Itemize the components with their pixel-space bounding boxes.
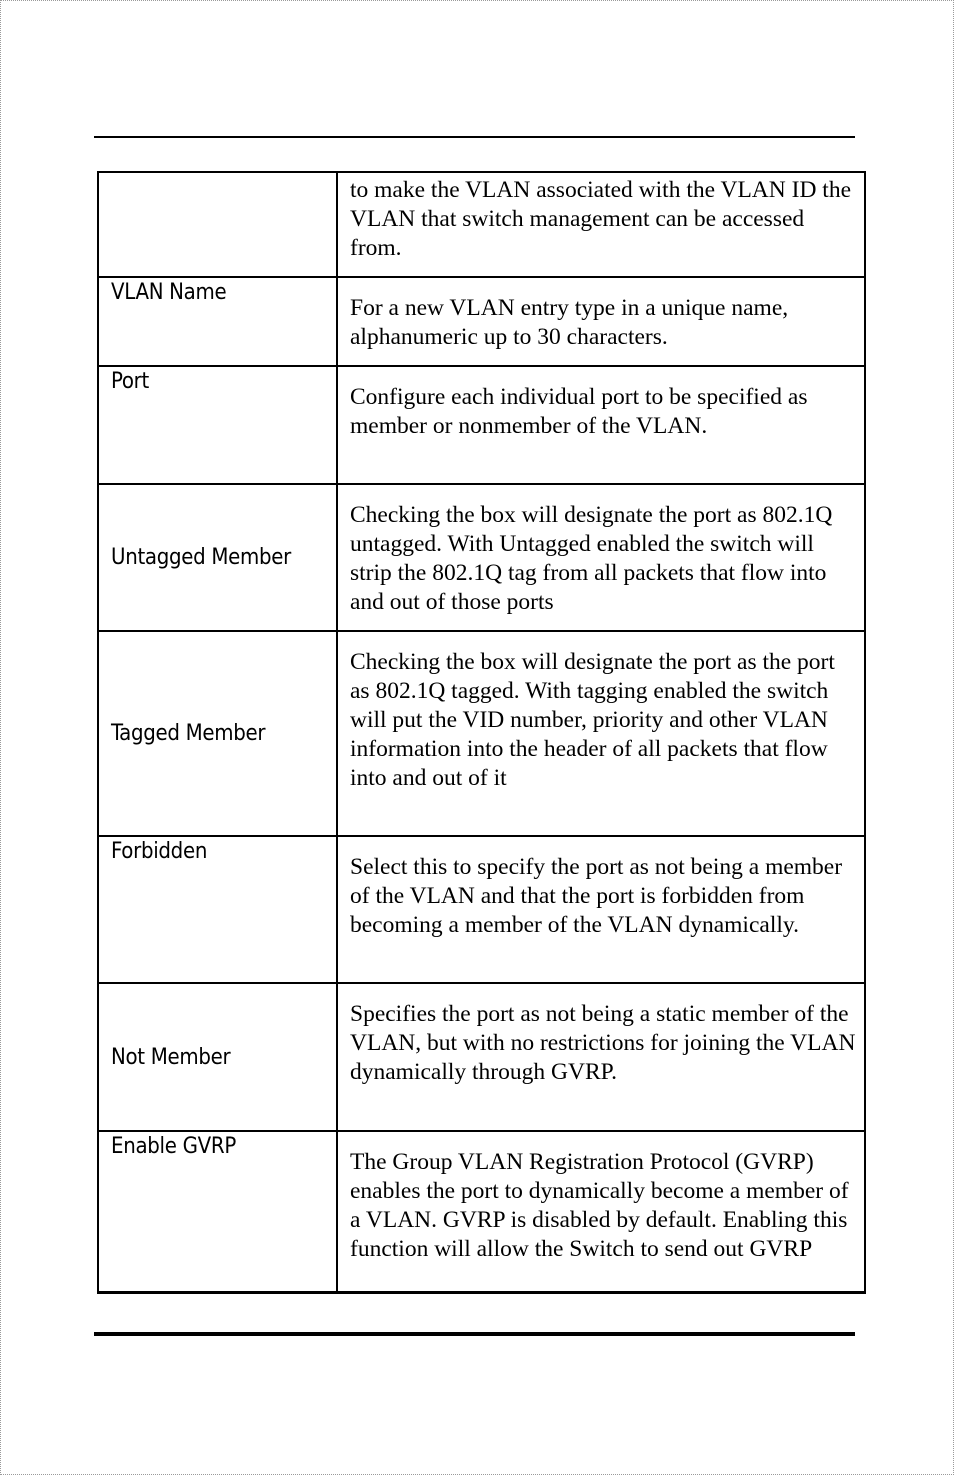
- table-row: [98, 631, 865, 836]
- parameter-name: [98, 172, 337, 277]
- parameter-description: Configure each individual port to be specified as member or nonmember of the VLAN.: [337, 366, 865, 484]
- parameter-description: to make the VLAN associated with the VLAN ID the VLAN that switch management can be accessed from.: [337, 172, 865, 277]
- parameter-name: VLAN Name: [98, 277, 337, 366]
- parameter-description: Checking the box will designate the port as the port as 802.1Q tagged. With tagging enabled the switch will put the VID number, priority and other VLAN information into the header of all packets that flow into and out of it: [337, 631, 865, 836]
- parameter-description: The Group VLAN Registration Protocol (GVRP) enables the port to dynamically become a member of a VLAN. GVRP is disabled by default. Enabling this function will allow the Switch to send out GVRP: [337, 1131, 865, 1292]
- footer-rule: [94, 1332, 855, 1336]
- parameter-name: Untagged Member: [98, 484, 337, 631]
- parameter-description: Specifies the port as not being a static member of the VLAN, but with no restrictions for joining the VLAN dynamically through GVRP.: [337, 983, 865, 1131]
- parameter-name: Not Member: [98, 983, 337, 1131]
- parameter-name: Enable GVRP: [98, 1131, 337, 1292]
- table-row: [98, 366, 865, 484]
- parameter-name: Tagged Member: [98, 631, 337, 836]
- table-row: [98, 983, 865, 1131]
- table-row: [98, 484, 865, 631]
- parameter-description: Checking the box will designate the port as 802.1Q untagged. With Untagged enabled the switch will strip the 802.1Q tag from all packets that flow into and out of those ports: [337, 484, 865, 631]
- parameter-table: [97, 171, 866, 1294]
- parameter-description: For a new VLAN entry type in a unique name, alphanumeric up to 30 characters.: [337, 277, 865, 366]
- header-rule: [94, 136, 855, 138]
- table-row: [98, 172, 865, 277]
- parameter-name: Port: [98, 366, 337, 484]
- table-row: [98, 836, 865, 983]
- parameter-description: Select this to specify the port as not being a member of the VLAN and that the port is forbidden from becoming a member of the VLAN dynamically.: [337, 836, 865, 983]
- table-row: [98, 277, 865, 366]
- parameter-name: Forbidden: [98, 836, 337, 983]
- table-row: [98, 1131, 865, 1292]
